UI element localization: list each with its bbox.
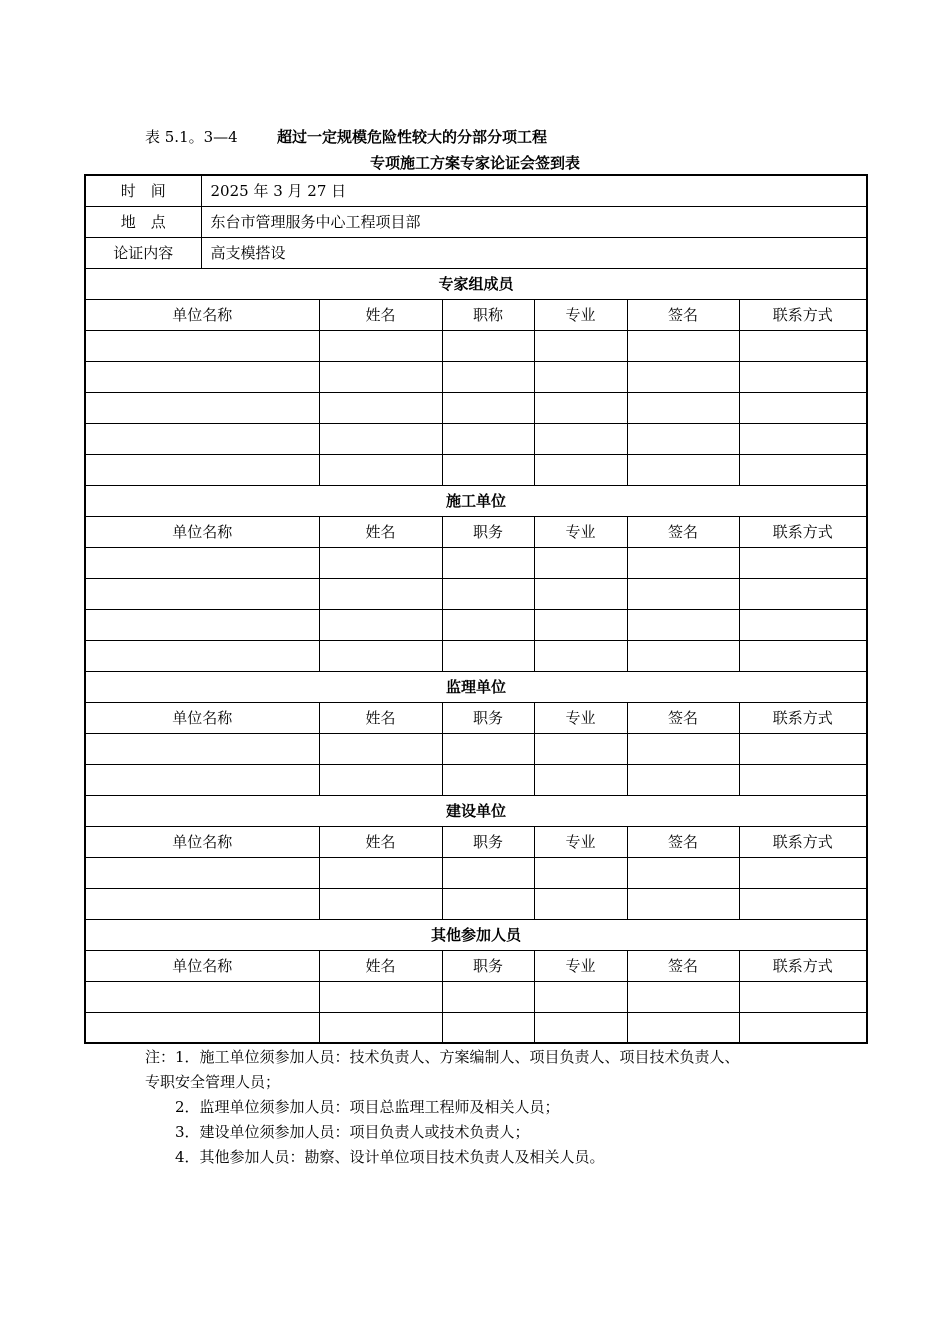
entry-cell[interactable] (534, 981, 627, 1012)
entry-cell[interactable] (442, 857, 534, 888)
blank-entry-row (85, 1012, 867, 1043)
entry-cell[interactable] (442, 392, 534, 423)
blank-entry-row (85, 423, 867, 454)
entry-cell[interactable] (442, 764, 534, 795)
column-header-row (85, 702, 867, 733)
entry-cell[interactable] (85, 733, 319, 764)
entry-cell[interactable] (85, 547, 319, 578)
entry-cell[interactable] (627, 423, 739, 454)
entry-cell[interactable] (739, 640, 867, 671)
entry-cell[interactable] (442, 1012, 534, 1043)
entry-cell[interactable] (442, 733, 534, 764)
col-unit-name: 单位名称 (85, 950, 319, 981)
col-position: 职务 (442, 826, 534, 857)
blank-entry-row (85, 640, 867, 671)
entry-cell[interactable] (319, 1012, 442, 1043)
note-line: 4．其他参加人员：勘察、设计单位项目技术负责人及相关人员。 (175, 1148, 605, 1166)
entry-cell[interactable] (627, 392, 739, 423)
column-header-row (85, 950, 867, 981)
entry-cell[interactable] (442, 609, 534, 640)
entry-cell[interactable] (534, 609, 627, 640)
form-title-main: 超过一定规模危险性较大的分部分项工程 (277, 128, 548, 146)
col-contact: 联系方式 (739, 826, 867, 857)
blank-entry-row (85, 981, 867, 1012)
col-contact: 联系方式 (739, 702, 867, 733)
entry-cell[interactable] (739, 330, 867, 361)
blank-entry-row (85, 609, 867, 640)
entry-cell[interactable] (534, 423, 627, 454)
blank-entry-row (85, 578, 867, 609)
entry-cell[interactable] (739, 609, 867, 640)
blank-entry-row (85, 733, 867, 764)
note-line: 3．建设单位须参加人员：项目负责人或技术负责人； (175, 1123, 530, 1141)
entry-cell[interactable] (534, 361, 627, 392)
blank-entry-row (85, 857, 867, 888)
col-contact: 联系方式 (739, 299, 867, 330)
entry-cell[interactable] (85, 423, 319, 454)
blank-entry-row (85, 764, 867, 795)
entry-cell[interactable] (534, 392, 627, 423)
entry-cell[interactable] (739, 361, 867, 392)
entry-cell[interactable] (319, 764, 442, 795)
entry-cell[interactable] (319, 330, 442, 361)
entry-cell[interactable] (442, 330, 534, 361)
column-header-row (85, 516, 867, 547)
entry-cell[interactable] (627, 640, 739, 671)
section-title-supervision: 监理单位 (85, 671, 867, 702)
entry-cell[interactable] (534, 330, 627, 361)
entry-cell[interactable] (627, 330, 739, 361)
content-label: 论证内容 (85, 237, 201, 268)
entry-cell[interactable] (534, 857, 627, 888)
col-specialty: 专业 (534, 516, 627, 547)
entry-cell[interactable] (534, 764, 627, 795)
col-title: 职称 (442, 299, 534, 330)
column-header-row (85, 299, 867, 330)
note-line: 专职安全管理人员； (145, 1073, 281, 1091)
col-name: 姓名 (319, 702, 442, 733)
col-position: 职务 (442, 950, 534, 981)
entry-cell[interactable] (627, 1012, 739, 1043)
section-title-row (85, 671, 867, 702)
entry-cell[interactable] (739, 857, 867, 888)
time-label: 时 间 (85, 175, 201, 206)
entry-cell[interactable] (739, 888, 867, 919)
entry-cell[interactable] (534, 547, 627, 578)
entry-cell[interactable] (85, 888, 319, 919)
entry-cell[interactable] (319, 981, 442, 1012)
entry-cell[interactable] (85, 764, 319, 795)
entry-cell[interactable] (739, 454, 867, 485)
col-contact: 联系方式 (739, 950, 867, 981)
section-title-row (85, 795, 867, 826)
entry-cell[interactable] (319, 609, 442, 640)
section-title-construction: 施工单位 (85, 485, 867, 516)
col-specialty: 专业 (534, 299, 627, 330)
content-value: 高支模搭设 (201, 237, 867, 268)
col-name: 姓名 (319, 950, 442, 981)
entry-cell[interactable] (627, 764, 739, 795)
entry-cell[interactable] (319, 888, 442, 919)
entry-cell[interactable] (319, 454, 442, 485)
entry-cell[interactable] (534, 454, 627, 485)
note-line: 注：1．施工单位须参加人员：技术负责人、方案编制人、项目负责人、项目技术负责人、 (145, 1048, 740, 1066)
blank-entry-row (85, 454, 867, 485)
entry-cell[interactable] (627, 454, 739, 485)
entry-cell[interactable] (319, 547, 442, 578)
entry-cell[interactable] (442, 981, 534, 1012)
column-header-row (85, 826, 867, 857)
blank-entry-row (85, 392, 867, 423)
location-value: 东台市管理服务中心工程项目部 (201, 206, 867, 237)
entry-cell[interactable] (442, 361, 534, 392)
entry-cell[interactable] (534, 640, 627, 671)
entry-cell[interactable] (739, 733, 867, 764)
blank-entry-row (85, 547, 867, 578)
col-name: 姓名 (319, 516, 442, 547)
entry-cell[interactable] (442, 888, 534, 919)
entry-cell[interactable] (319, 392, 442, 423)
section-title-row (85, 919, 867, 950)
col-unit-name: 单位名称 (85, 299, 319, 330)
form-title-line1 (145, 126, 547, 147)
entry-cell[interactable] (739, 547, 867, 578)
entry-cell[interactable] (319, 361, 442, 392)
entry-cell[interactable] (739, 423, 867, 454)
entry-cell[interactable] (85, 1012, 319, 1043)
col-signature: 签名 (627, 516, 739, 547)
entry-cell[interactable] (627, 361, 739, 392)
col-specialty: 专业 (534, 826, 627, 857)
info-row-location (85, 206, 867, 237)
section-title-others: 其他参加人员 (85, 919, 867, 950)
entry-cell[interactable] (534, 578, 627, 609)
entry-cell[interactable] (85, 981, 319, 1012)
entry-cell[interactable] (627, 981, 739, 1012)
entry-cell[interactable] (319, 733, 442, 764)
entry-cell[interactable] (739, 1012, 867, 1043)
entry-cell[interactable] (319, 640, 442, 671)
col-unit-name: 单位名称 (85, 516, 319, 547)
form-title-line2: 专项施工方案专家论证会签到表 (369, 154, 580, 172)
col-name: 姓名 (319, 826, 442, 857)
col-signature: 签名 (627, 950, 739, 981)
col-name: 姓名 (319, 299, 442, 330)
location-label: 地 点 (85, 206, 201, 237)
entry-cell[interactable] (442, 423, 534, 454)
blank-entry-row (85, 330, 867, 361)
section-title-experts: 专家组成员 (85, 268, 867, 299)
col-contact: 联系方式 (739, 516, 867, 547)
entry-cell[interactable] (739, 981, 867, 1012)
table-number: 表 5.1。3—4 (145, 128, 238, 146)
entry-cell[interactable] (534, 888, 627, 919)
section-title-row (85, 485, 867, 516)
section-title-row (85, 268, 867, 299)
entry-cell[interactable] (319, 423, 442, 454)
entry-cell[interactable] (85, 454, 319, 485)
entry-cell[interactable] (85, 392, 319, 423)
col-signature: 签名 (627, 702, 739, 733)
info-row-content (85, 237, 867, 268)
section-title-owner: 建设单位 (85, 795, 867, 826)
entry-cell[interactable] (627, 578, 739, 609)
entry-cell[interactable] (739, 578, 867, 609)
time-value: 2025 年 3 月 27 日 (201, 175, 867, 206)
entry-cell[interactable] (85, 578, 319, 609)
entry-cell[interactable] (442, 640, 534, 671)
sign-in-table (84, 174, 868, 1044)
entry-cell[interactable] (319, 578, 442, 609)
entry-cell[interactable] (85, 361, 319, 392)
entry-cell[interactable] (534, 733, 627, 764)
entry-cell[interactable] (85, 857, 319, 888)
col-position: 职务 (442, 516, 534, 547)
entry-cell[interactable] (627, 609, 739, 640)
entry-cell[interactable] (442, 578, 534, 609)
note-line: 2．监理单位须参加人员：项目总监理工程师及相关人员； (175, 1098, 560, 1116)
col-position: 职务 (442, 702, 534, 733)
col-signature: 签名 (627, 826, 739, 857)
entry-cell[interactable] (442, 547, 534, 578)
blank-entry-row (85, 888, 867, 919)
col-unit-name: 单位名称 (85, 702, 319, 733)
entry-cell[interactable] (627, 733, 739, 764)
entry-cell[interactable] (85, 609, 319, 640)
col-specialty: 专业 (534, 950, 627, 981)
entry-cell[interactable] (627, 888, 739, 919)
col-unit-name: 单位名称 (85, 826, 319, 857)
entry-cell[interactable] (627, 547, 739, 578)
col-signature: 签名 (627, 299, 739, 330)
blank-entry-row (85, 361, 867, 392)
entry-cell[interactable] (85, 330, 319, 361)
entry-cell[interactable] (85, 640, 319, 671)
entry-cell[interactable] (739, 392, 867, 423)
col-specialty: 专业 (534, 702, 627, 733)
entry-cell[interactable] (442, 454, 534, 485)
entry-cell[interactable] (319, 857, 442, 888)
entry-cell[interactable] (739, 764, 867, 795)
entry-cell[interactable] (534, 1012, 627, 1043)
info-row-time (85, 175, 867, 206)
entry-cell[interactable] (627, 857, 739, 888)
notes-block (145, 1045, 740, 1170)
